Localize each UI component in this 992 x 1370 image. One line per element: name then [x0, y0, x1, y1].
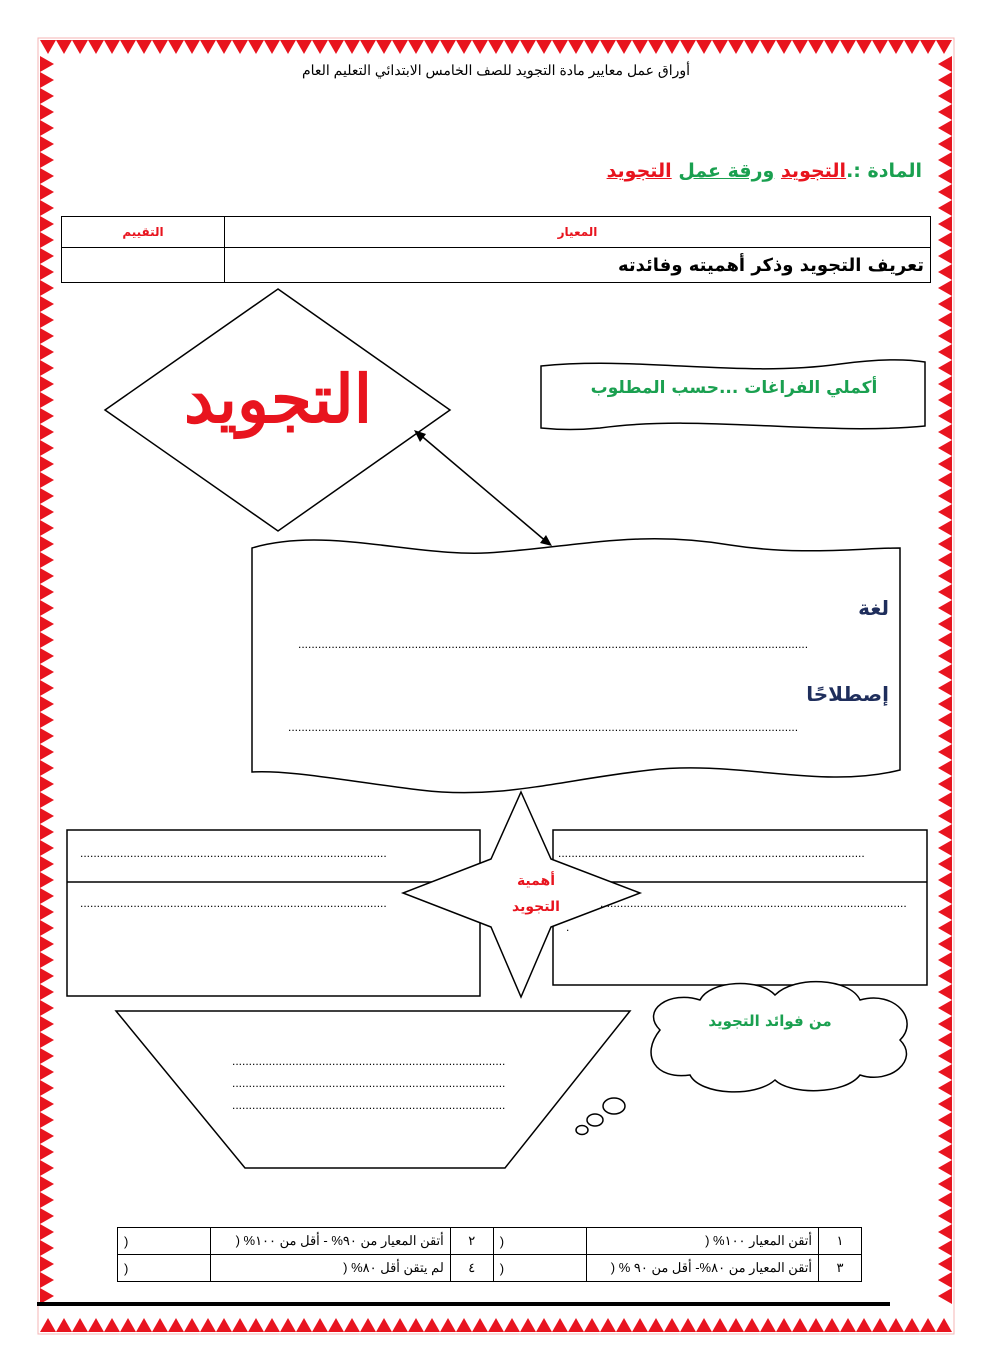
star-line-2: التجويد — [512, 899, 560, 915]
importance-dot-mark: . — [566, 920, 570, 934]
benefits-cloud-label: من فوائد التجويد — [708, 1012, 832, 1030]
bottom-rule — [37, 1302, 890, 1306]
linguistic-label: لغة — [858, 596, 889, 620]
subject-topic: التجويد — [606, 160, 672, 182]
scale-num: ٢ — [450, 1228, 493, 1255]
diamond-word: التجويد — [183, 360, 373, 438]
star-line-1: أهمية — [516, 873, 556, 889]
importance-line-1[interactable]: ............................................................................................ — [80, 846, 387, 860]
benefit-line-3[interactable]: .................................................................................. — [232, 1098, 506, 1112]
scale-text: أتقن المعيار ١٠٠% ( — [586, 1228, 818, 1255]
scale-text: لم يتقن أقل ٨٠% ( — [211, 1255, 451, 1282]
importance-line-2[interactable]: ............................................................................................ — [80, 896, 387, 910]
rating-header: التقييم — [62, 217, 225, 248]
header-title: أوراق عمل معايير مادة التجويد للصف الخامس الابتدائي التعليم العام — [301, 62, 691, 78]
subject-middle: ورقة عمل — [678, 160, 775, 182]
scale-row — [118, 1228, 862, 1255]
scale-check-slot[interactable]: ) — [118, 1228, 211, 1255]
criterion-text: تعريف التجويد وذكر أهميته وفائدته — [225, 248, 931, 283]
subject-name: التجويد — [780, 160, 847, 182]
scale-num: ٣ — [819, 1255, 862, 1282]
terminological-answer-line[interactable]: ......................................................................................................................................................... — [288, 720, 799, 734]
instruction-text: أكملي الفراغات ...حسب المطلوب — [590, 378, 878, 398]
scale-num: ١ — [819, 1228, 862, 1255]
importance-star-label — [480, 868, 592, 920]
linguistic-answer-line[interactable]: ......................................................................................................................................................... — [298, 637, 809, 651]
connector-arrow — [418, 433, 548, 543]
scale-text: أتقن المعيار من ٩٠% - أقل من ١٠٠% ( — [211, 1228, 451, 1255]
scale-row — [118, 1255, 862, 1282]
definition-scroll — [252, 539, 900, 793]
criterion-header: المعيار — [225, 217, 931, 248]
benefit-line-2[interactable]: .................................................................................. — [232, 1076, 506, 1090]
benefit-line-1[interactable]: .................................................................................. — [232, 1054, 506, 1068]
rating-scale-table — [117, 1227, 862, 1282]
scale-check-slot[interactable]: ) — [493, 1255, 586, 1282]
benefits-cloud — [651, 982, 907, 1092]
importance-line-3[interactable]: ............................................................................................ — [558, 846, 865, 860]
importance-line-4[interactable]: ............................................................................................ — [600, 896, 907, 910]
scale-num: ٤ — [450, 1255, 493, 1282]
scale-check-slot[interactable]: ) — [493, 1228, 586, 1255]
subject-label: المادة :. — [846, 160, 922, 182]
terminological-label: إصطلاحًا — [806, 682, 889, 706]
scale-check-slot[interactable]: ) — [118, 1255, 211, 1282]
scale-text: أتقن المعيار من ٨٠%- أقل من ٩٠ % ( — [586, 1255, 818, 1282]
